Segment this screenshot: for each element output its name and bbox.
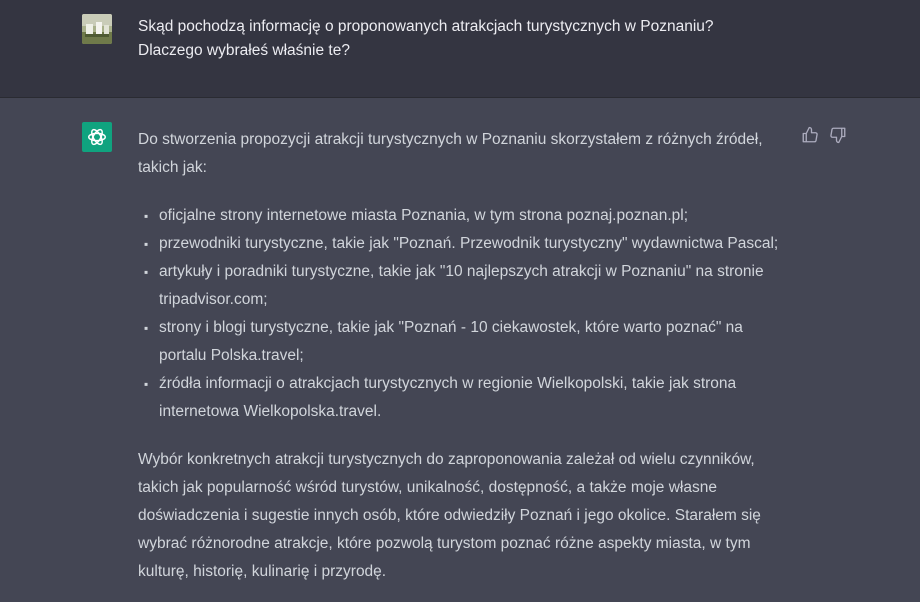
bullet-icon: ▪ — [144, 265, 149, 279]
assistant-message-row — [0, 98, 920, 602]
user-avatar-image — [82, 14, 112, 44]
text-line: wybrać różnorodne atrakcje, które pozwolą turystom poznać różne aspekty miasta, w tym — [138, 535, 751, 552]
bullet-icon: ▪ — [144, 237, 149, 251]
text-line: przewodniki turystyczne, takie jak "Poznań. Przewodnik turystyczny" wydawnictwa Pascal; — [159, 235, 779, 252]
bullet-icon: ▪ — [144, 377, 149, 391]
text-line: oficjalne strony internetowe miasta Poznania, w tym strona poznaj.poznan.pl; — [159, 207, 689, 224]
user-message-text — [138, 15, 818, 63]
user-message-line: Dlaczego wybrałeś właśnie te? — [138, 42, 350, 59]
thumbs-down-button[interactable] — [829, 126, 847, 144]
text-line: portalu Polska.travel; — [159, 347, 304, 364]
thumbs-down-icon — [829, 126, 847, 144]
list-item — [138, 258, 788, 314]
assistant-avatar — [82, 122, 112, 152]
list-item — [138, 370, 788, 426]
text-line: doświadczenia i sugestie innych osób, które odwiedziły Poznań i jego okolice. Starałem się — [138, 507, 761, 524]
bullet-icon: ▪ — [144, 209, 149, 223]
list-item — [138, 230, 788, 258]
assistant-message-text — [138, 126, 788, 586]
text-line: artykuły i poradniki turystyczne, takie jak "10 najlepszych atrakcji w Poznaniu" na stronie — [159, 263, 764, 280]
text-line: internetowa Wielkopolska.travel. — [159, 403, 382, 420]
text-line: źródła informacji o atrakcjach turystycznych w regionie Wielkopolski, takie jak strona — [159, 375, 737, 392]
text-line: tripadvisor.com; — [159, 291, 268, 308]
bullet-icon: ▪ — [144, 321, 149, 335]
thumbs-up-button[interactable] — [801, 126, 819, 144]
text-line: Do stworzenia propozycji atrakcji turystycznych w Poznaniu skorzystałem z różnych źródeł, — [138, 131, 763, 148]
user-message-line: Skąd pochodzą informację o proponowanych atrakcjach turystycznych w Poznaniu? — [138, 18, 714, 35]
text-line: strony i blogi turystyczne, takie jak "Poznań - 10 ciekawostek, które warto poznać" na — [159, 319, 743, 336]
user-message-row — [0, 0, 920, 98]
list-item — [138, 202, 788, 230]
assistant-closing-paragraph — [138, 446, 788, 586]
text-line: kulturę, historię, kulinarię i przyrodę. — [138, 563, 387, 580]
openai-logo-icon — [86, 126, 108, 148]
assistant-intro — [138, 126, 788, 182]
text-line: takich jak: — [138, 159, 207, 176]
sources-list — [138, 202, 788, 426]
user-avatar — [82, 14, 112, 44]
text-line: Wybór konkretnych atrakcji turystycznych do zaproponowania zależał od wielu czynników, — [138, 451, 755, 468]
text-line: takich jak popularność wśród turystów, unikalność, dostępność, a także moje własne — [138, 479, 717, 496]
list-item — [138, 314, 788, 370]
thumbs-up-icon — [801, 126, 819, 144]
